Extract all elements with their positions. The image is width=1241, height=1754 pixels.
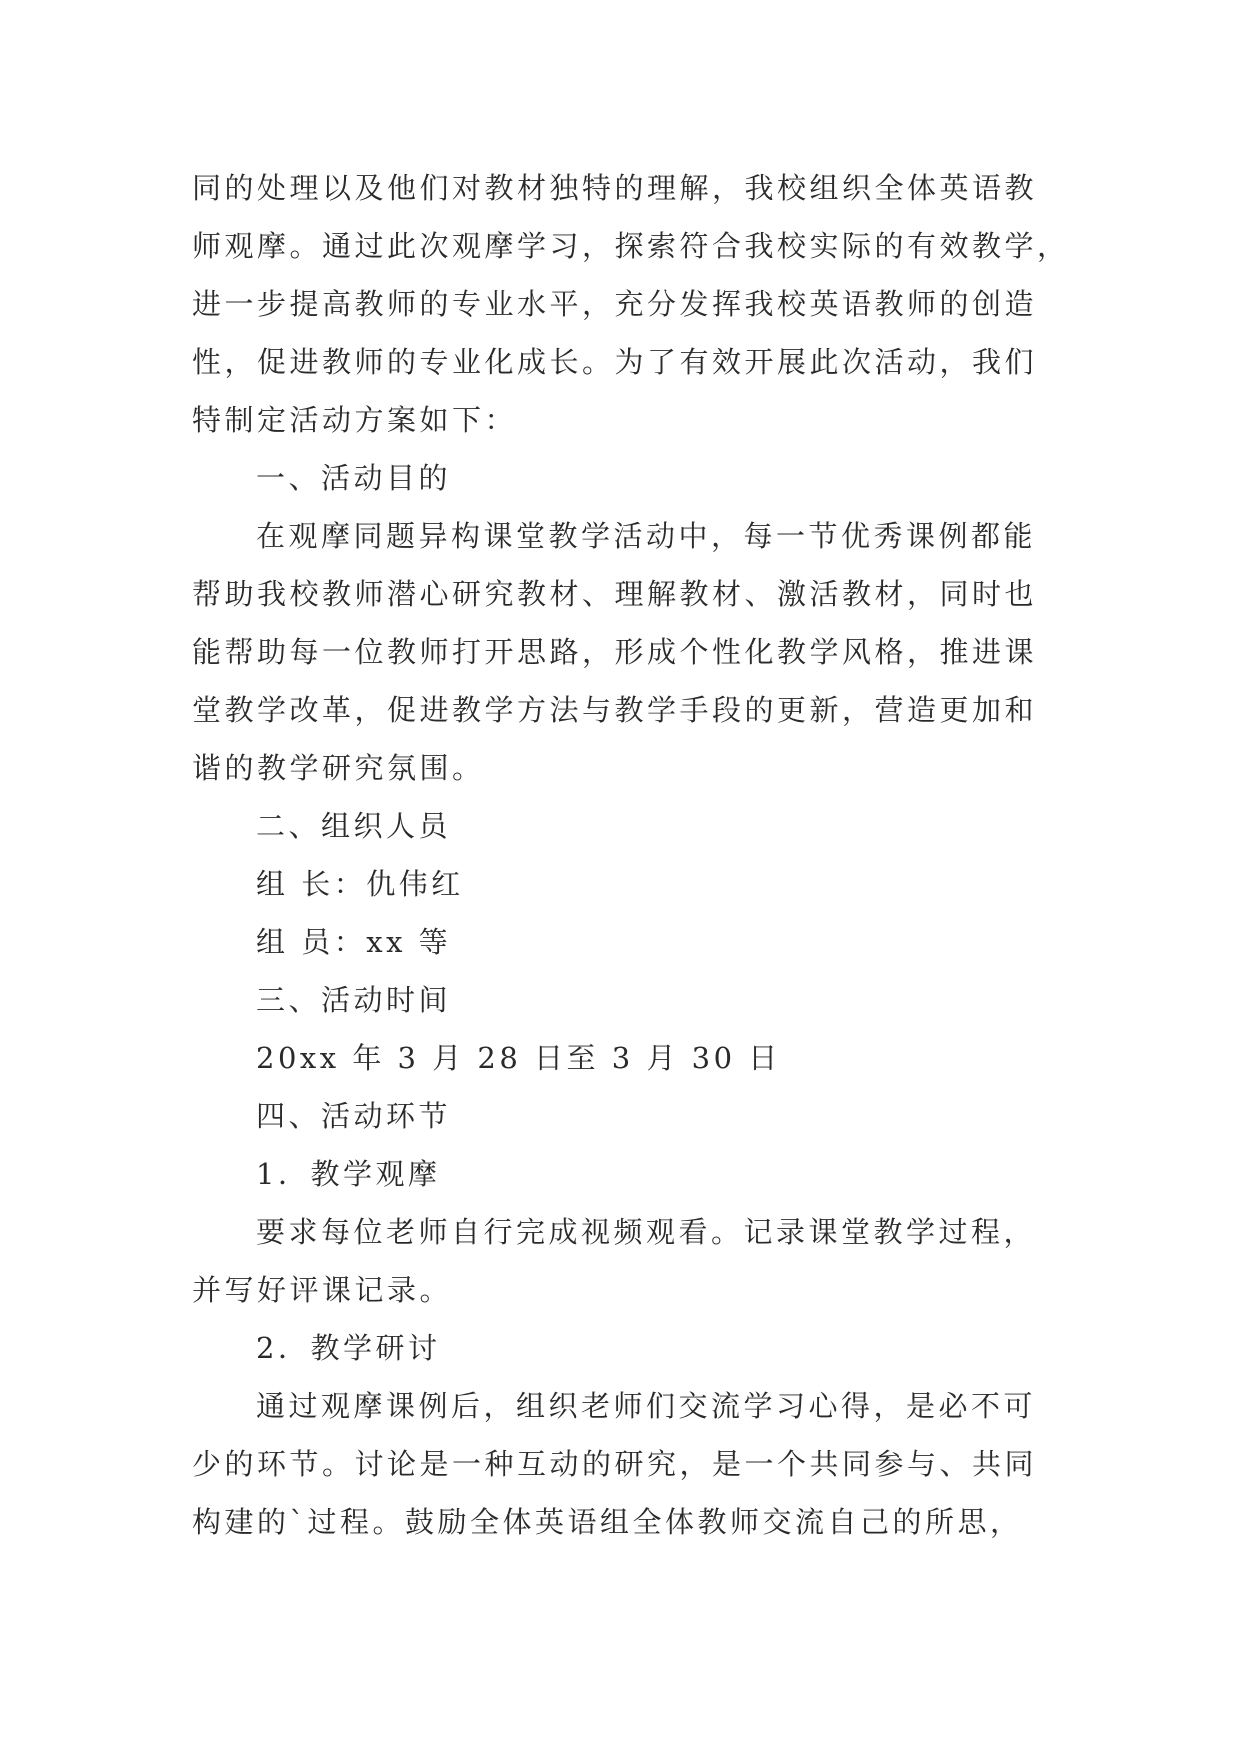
text-line: 特制定活动方案如下： — [192, 403, 518, 437]
text-line: 堂教学改革，促进教学方法与教学手段的更新，营造更加和 — [192, 693, 1038, 727]
text-line: 20xx 年 3 月 28 日至 3 月 30 日 — [256, 1041, 781, 1075]
text-line: 并写好评课记录。 — [192, 1273, 453, 1307]
text-line: 通过观摩课例后，组织老师们交流学习心得，是必不可 — [256, 1389, 1037, 1423]
text-line: 谐的教学研究氛围。 — [192, 751, 485, 785]
text-line: 组 长：仇伟红 — [256, 867, 464, 901]
text-line: 三、活动时间 — [256, 983, 452, 1017]
text-line: 构建的`过程。鼓励全体英语组全体教师交流自己的所思， — [192, 1505, 1023, 1539]
text-line: 能帮助每一位教师打开思路，形成个性化教学风格，推进课 — [192, 635, 1038, 669]
text-line: 师观摩。通过此次观摩学习，探索符合我校实际的有效教学， — [192, 229, 1070, 263]
text-line: 进一步提高教师的专业水平，充分发挥我校英语教师的创造 — [192, 287, 1038, 321]
text-line: 同的处理以及他们对教材独特的理解，我校组织全体英语教 — [192, 171, 1038, 205]
text-line: 组 员：xx 等 — [256, 925, 452, 959]
text-line: 性，促进教师的专业化成长。为了有效开展此次活动，我们 — [192, 345, 1038, 379]
text-line: 一、活动目的 — [256, 461, 452, 495]
text-line: 在观摩同题异构课堂教学活动中，每一节优秀课例都能 — [256, 519, 1037, 553]
text-line: 少的环节。讨论是一种互动的研究，是一个共同参与、共同 — [192, 1447, 1038, 1481]
text-line: 二、组织人员 — [256, 809, 452, 843]
text-line: 1．教学观摩 — [256, 1157, 441, 1191]
text-line: 帮助我校教师潜心研究教材、理解教材、激活教材，同时也 — [192, 577, 1038, 611]
text-line: 要求每位老师自行完成视频观看。记录课堂教学过程， — [256, 1215, 1037, 1249]
text-line: 四、活动环节 — [256, 1099, 452, 1133]
text-line: 2．教学研讨 — [256, 1331, 441, 1365]
document-body — [192, 159, 1070, 1551]
